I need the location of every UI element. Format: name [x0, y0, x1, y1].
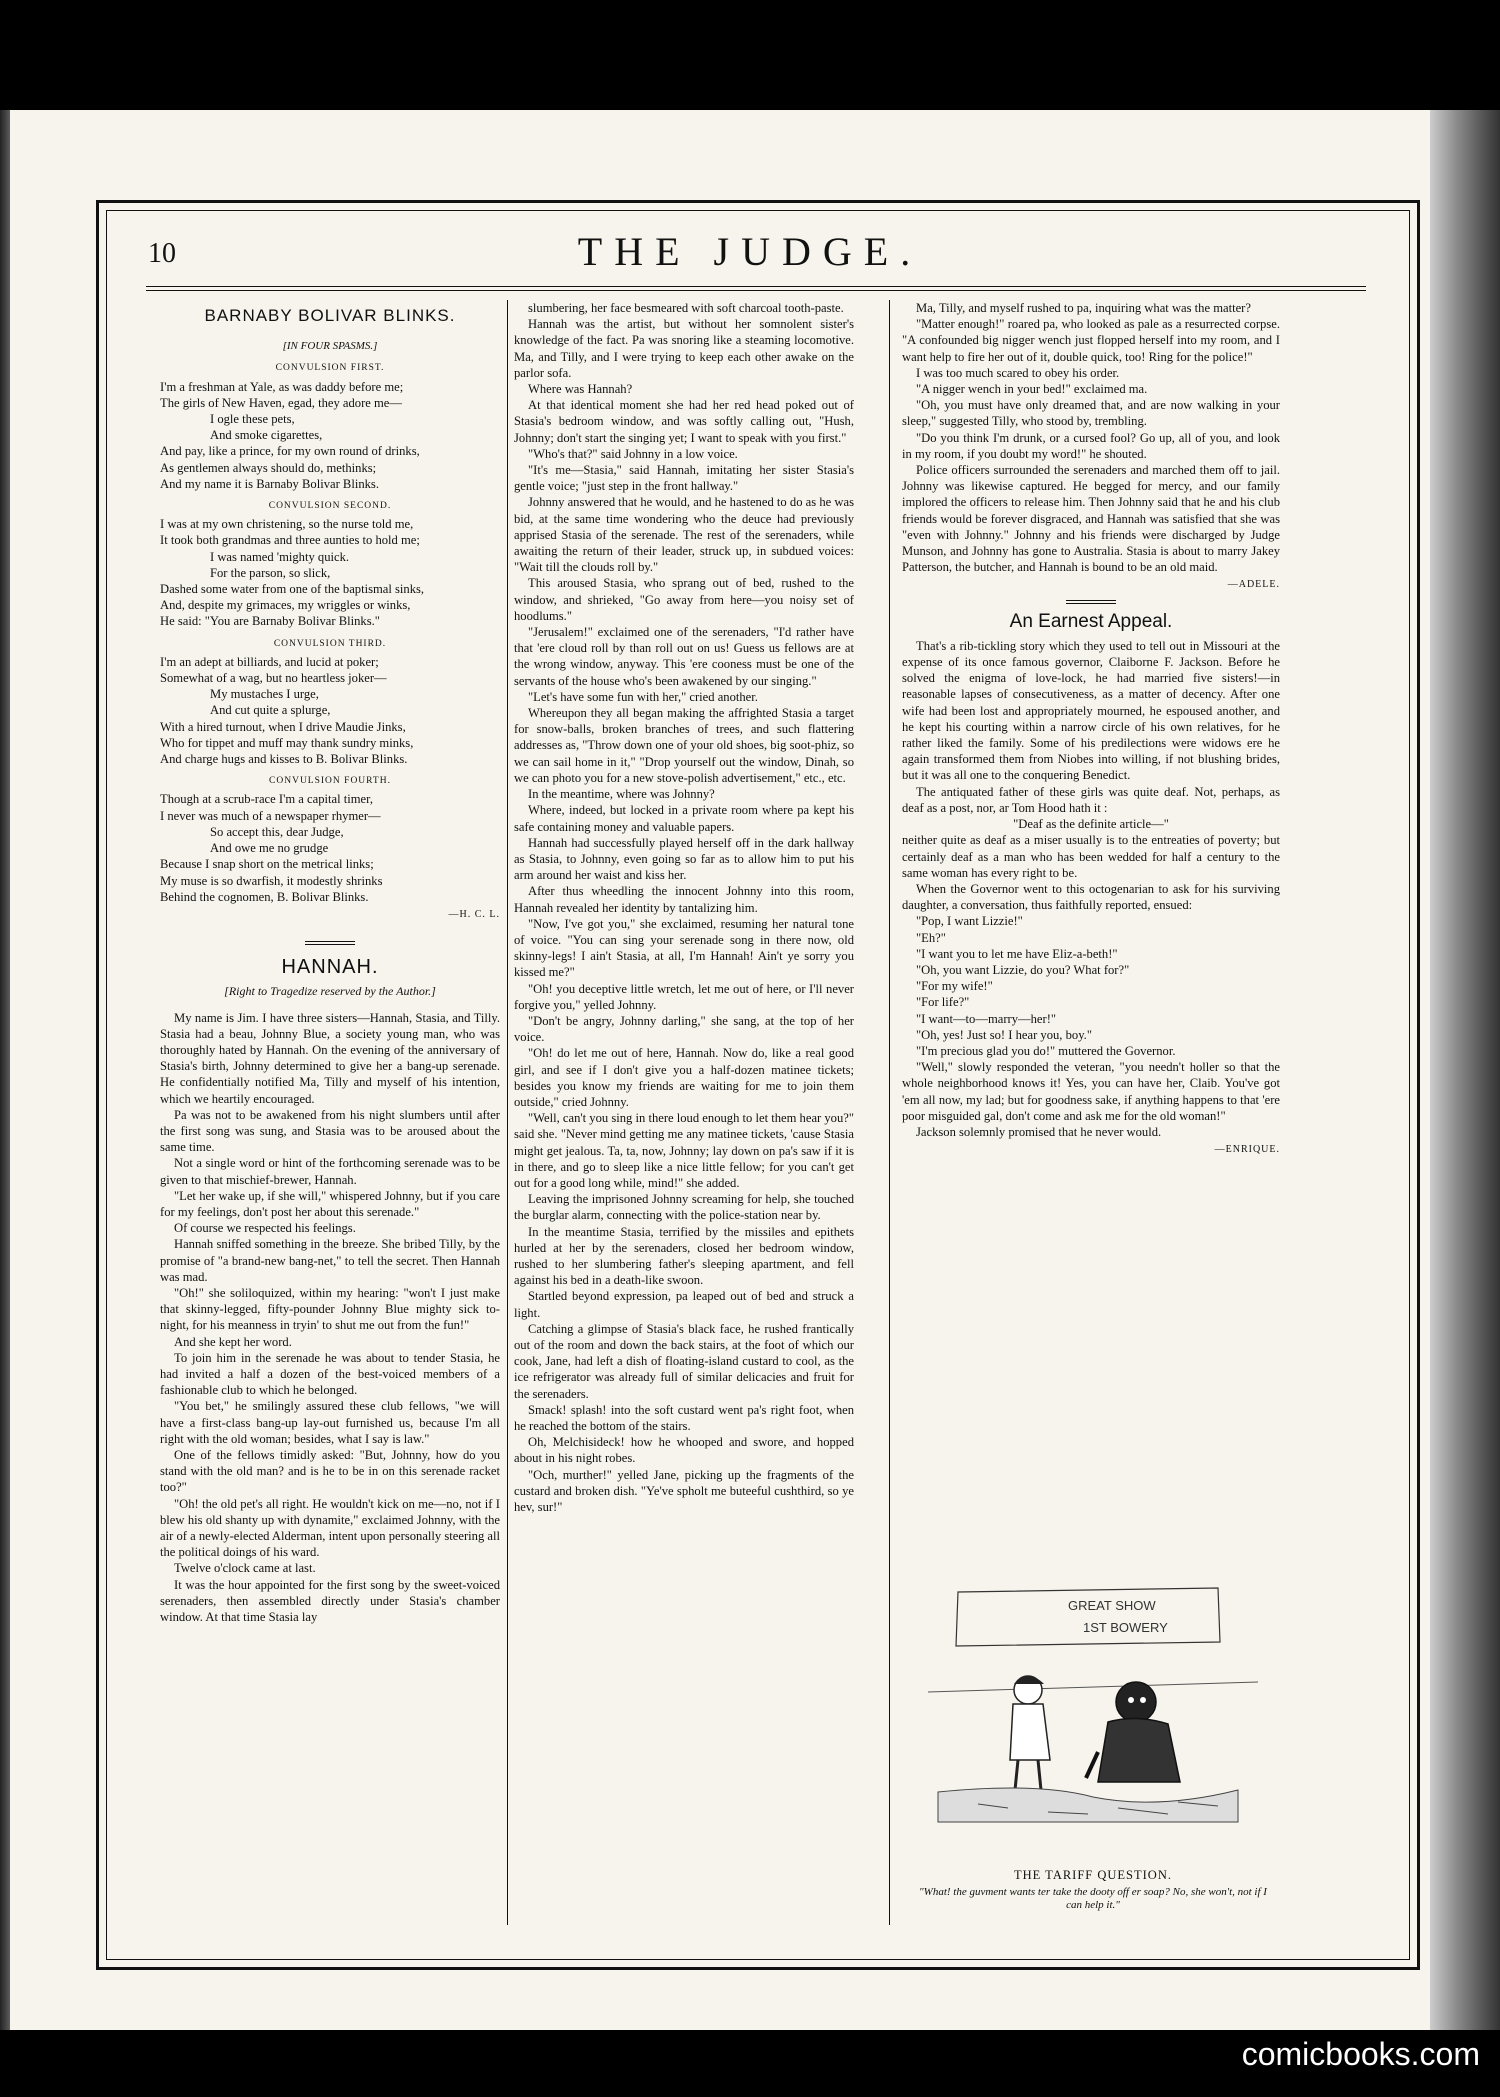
story-paragraph: slumbering, her face besmeared with soft charcoal tooth-paste.	[528, 301, 844, 315]
story-paragraph: "Oh! the old pet's all right. He wouldn't kick on me—no, not if I blew his old shanty up with dynamite," exclaimed Johnny, with the air of a newly-elected Alderman, intent upon personally steering all the political doings of his ward.	[160, 1496, 500, 1560]
story-paragraph: Hannah had successfully played herself off in the dark hallway as Stasia, to Johnny, even going so far as to allow him to put his arm around her waist and kiss her.	[514, 835, 854, 883]
section-separator-2	[1066, 600, 1116, 604]
child-right-eye	[1128, 1697, 1134, 1703]
story-paragraph: Leaving the imprisoned Johnny screaming for help, she touched the burglar alarm, connecting with the police-station near by.	[514, 1192, 854, 1223]
appeal-title: An Earnest Appeal.	[1009, 610, 1173, 632]
column-1	[160, 300, 500, 1625]
poem-line: And smoke cigarettes,	[210, 428, 323, 443]
story-paragraph: "It's me—Stasia," said Hannah, imitating her sister Stasia's gentle voice; "just step in the front hallway."	[514, 463, 854, 494]
poem-line: He said: "You are Barnaby Bolivar Blinks."	[160, 614, 380, 629]
poem-line: Somewhat of a wag, but no heartless joker—	[160, 671, 387, 686]
story-paragraph: Not a single word or hint of the forthcoming serenade was to be given to that mischief-brewer, Hannah.	[160, 1156, 500, 1187]
poem-line: And charge hugs and kisses to B. Bolivar Blinks.	[160, 752, 408, 767]
poem-signature: —H. C. L.	[448, 908, 500, 920]
story-paragraph: Where, indeed, but locked in a private room where pa kept his safe containing money and valuable papers.	[514, 803, 854, 834]
appeal-paragraph: "I want—to—marry—her!"	[916, 1011, 1057, 1026]
story-paragraph: "Oh! you deceptive little wretch, let me out of here, or I'll never forgive you," yelled Johnny.	[514, 981, 854, 1012]
poster-sign-text-2: 1ST BOWERY	[1083, 1620, 1168, 1635]
story-paragraph: It was the hour appointed for the first song by the sweet-voiced serenaders, then assembled directly under Stasia's chamber window. At that time Stasia lay	[160, 1577, 500, 1625]
watermark: comicbooks.com	[1241, 2036, 1480, 2072]
child-right-head	[1116, 1682, 1156, 1722]
poem-line: My muse is so dwarfish, it modestly shrinks	[160, 873, 383, 888]
appeal-paragraph: "Pop, I want Lizzie!"	[916, 914, 1023, 929]
story-paragraph: After thus wheedling the innocent Johnny into this room, Hannah revealed her identity by tantalizing him.	[514, 884, 854, 915]
story-paragraph: "Well, can't you sing in there loud enough to let them hear you?" said she. "Never mind getting me any matinee tickets, 'cause Stasia might get jealous. Ta, ta, now, Johnny; lay down on pa's saw if it is in there, and go to sleep like a nice little fellow; for you can't get out for a good long while, mind!" she added.	[514, 1111, 854, 1190]
poem-line: Behind the cognomen, B. Bolivar Blinks.	[160, 889, 369, 904]
story-paragraph: "Don't be angry, Johnny darling," she sang, at the top of her voice.	[514, 1013, 854, 1045]
poem-body	[160, 360, 500, 905]
story-paragraph: Catching a glimpse of Stasia's black face, he rushed frantically out of the room and down the back stairs, at the foot of which our cook, Jane, had left a dish of floating-island custard to cool, as the ice refrigerator was already full of similar delicacies and fruit for the serenaders.	[514, 1321, 854, 1401]
story-paragraph: Whereupon they all began making the affrighted Stasia a target for snow-balls, broken branches of trees, and such flattering addresses as, "Throw down one of your old shoes, big soot-phiz, so we can sail home in it," "Drop yourself out the window, Dinah, so we can photo you for a new stove-polish advertisement," etc., etc.	[514, 706, 854, 785]
poem-line: And, despite my grimaces, my wriggles or winks,	[160, 598, 411, 613]
story-paragraph: Police officers surrounded the serenaders and marched them off to jail. Johnny was likewise captured. He begged for mercy, and our family implored the officers to release him. Then Johnny said that he and his club friends would be forever disgraced, and Hannah was satisfied that she was "even with Johnny." Johnny and his friends were discharged by Judge Munson, and Johnny has gone to Australia. Stasia is about to marry Jakey Patterson, the butcher, and Hannah is bound to be an old maid.	[902, 463, 1280, 575]
column-divider-1	[507, 300, 508, 1925]
poem-line: I never was much of a newspaper rhymer—	[160, 808, 381, 823]
story-paragraph: Smack! splash! into the soft custard went pa's right foot, when he reached the bottom of the stairs.	[514, 1402, 854, 1434]
story-body-part-1	[160, 1010, 500, 1626]
story-paragraph: Of course we respected his feelings.	[174, 1221, 356, 1236]
appeal-paragraph: "I'm precious glad you do!" muttered the Governor.	[916, 1043, 1176, 1058]
appeal-paragraph: "For my wife!"	[916, 979, 993, 994]
appeal-signature: —ENRIQUE.	[1214, 1144, 1280, 1156]
child-left-coat	[1010, 1704, 1050, 1760]
poem-line: I ogle these pets,	[210, 412, 295, 427]
appeal-paragraph: "Oh, yes! Just so! I hear you, boy."	[916, 1027, 1092, 1042]
story-paragraph: Johnny answered that he would, and he hastened to do as he was bid, at the same time wondering who the deuce had previously apprised Stasia of the serenade. The rest of the serenaders, while awaiting the return of their leader, struck up, in subdued voices: "Wait till the clouds roll by."	[514, 495, 854, 575]
story-body-part-3	[902, 300, 1280, 575]
story-paragraph: Twelve o'clock came at last.	[174, 1561, 316, 1576]
story-paragraph: At that identical moment she had her red head poked out of Stasia's bedroom window, and was softly calling out, "Hush, Johnny; don't start the singing yet; I want to speak with you first."	[514, 398, 854, 445]
cartoon-caption: "What! the guvment wants ter take the dooty off er soap? No, she won't, not if I can help it."	[919, 1886, 1267, 1911]
story-paragraph: "Oh, you must have only dreamed that, and are now walking in your sleep," suggested Tilly, who stood by, trembling.	[902, 398, 1280, 429]
story-paragraph: Where was Hannah?	[528, 382, 633, 397]
masthead-title: THE JUDGE.	[577, 229, 923, 274]
story-paragraph: "Och, murther!" yelled Jane, picking up the fragments of the custard and broken dish. "Ye've spholt me buteeful cushthird, so ye hev, sur!"	[514, 1467, 854, 1515]
poster-sign-text-1: GREAT SHOW	[1068, 1598, 1156, 1613]
appeal-paragraph: neither quite as deaf as a miser usually is to the entreaties of poverty; but certainly deaf as a man who has been wedded for half a century to the same woman has every right to be.	[902, 833, 1280, 880]
story-paragraph: "A nigger wench in your bed!" exclaimed ma.	[916, 382, 1148, 397]
poem-line: I'm a freshman at Yale, as was daddy before me;	[160, 379, 404, 394]
story-signature: —ADELE.	[1227, 579, 1280, 591]
story-paragraph: In the meantime Stasia, terrified by the missiles and epithets hurled at her by the serenaders, closed her bedroom window, rushed to her slumbering father's sleeping apartment, and fell against his bed in a death-like swoon.	[514, 1224, 854, 1288]
poem-line: And cut quite a splurge,	[210, 703, 331, 718]
page-number: 10	[148, 238, 176, 269]
poem-line: It took both grandmas and three aunties to hold me;	[160, 533, 420, 548]
appeal-paragraph: That's a rib-tickling story which they used to tell out in Missouri at the expense of its once famous governor, Claiborne F. Jackson. Before he solved the enigma of love-lock, he had married five sisters!—in reasonable lapses of consecutiveness, as a matter of decency. After one wife had been lost and appropriately mourned, he espoused another, and he kept his courting within a narrow circle of his own relatives, for he rather liked the family. Some of his predilections were widows ere he again transformed them from Niobes into willing, if not blushing brides, but it was all one to the conquering Benedict.	[902, 638, 1280, 783]
poem-line: With a hired turnout, when I drive Maudie Jinks,	[160, 719, 406, 734]
story-paragraph: "Who's that?" said Johnny in a low voice.	[528, 446, 738, 461]
poem-subtitle: [IN FOUR SPASMS.]	[282, 340, 378, 353]
poem-line: My mustaches I urge,	[210, 687, 319, 702]
story-paragraph: "Oh! do let me out of here, Hannah. Now do, like a real good girl, and see if I don't give you a half-dozen matinee tickets; besides you know my friends are waiting for me to join them outside," cried Johnny.	[514, 1046, 854, 1109]
story-paragraph: I was too much scared to obey his order.	[916, 365, 1120, 380]
poem-line: For the parson, so slick,	[210, 565, 331, 580]
story-title: HANNAH.	[281, 956, 379, 979]
appeal-paragraph: "Well," slowly responded the veteran, "you needn't holler so that the whole neighborhood knows it! Yes, you can have her, Claib. You've got 'em all now, my lad; but for goodness sake, if anything happens to that 'ere poor misguided gal, don't come and ask me for the old woman!"	[902, 1060, 1280, 1123]
poem-title: BARNABY BOLIVAR BLINKS.	[204, 306, 456, 325]
story-paragraph: And she kept her word.	[174, 1334, 292, 1349]
poem-line: I was named 'mighty quick.	[210, 549, 350, 564]
poem-line: Because I snap short on the metrical links;	[160, 857, 374, 872]
story-paragraph: One of the fellows timidly asked: "But, Johnny, how do you stand with the old man? and is he to be in on this serenade racket too?"	[160, 1448, 500, 1495]
appeal-paragraph: "For life?"	[916, 995, 970, 1010]
appeal-paragraph: "I want you to let me have Eliz-a-beth!"	[916, 946, 1118, 961]
story-paragraph: "Let her wake up, if she will," whispered Johnny, but if you care for my feelings, don't post her about this serenade."	[160, 1188, 500, 1219]
poem-line: I was at my own christening, so the nurse told me,	[160, 517, 414, 532]
poem-line: Dashed some water from one of the baptismal sinks,	[160, 582, 425, 597]
story-paragraph: "Now, I've got you," she exclaimed, resuming her natural tone of voice. "You can sing your serenade song in there now, old skinny-legs! I ain't Stasia, at all, I'm Hannah! Ain't ye sorry you kissed me?"	[514, 916, 854, 980]
story-paragraph: Pa was not to be awakened from his night slumbers until after the first song was sung, and Stasia was to be aroused about the same time.	[160, 1107, 500, 1155]
tariff-cartoon-illustration	[918, 1582, 1268, 1850]
column-2	[514, 300, 854, 1515]
story-paragraph: This aroused Stasia, who sprang out of bed, rushed to the window, and shrieked, "Go away from here—you noisy set of hoodlums."	[514, 576, 854, 623]
story-paragraph: "Let's have some fun with her," cried another.	[528, 689, 758, 704]
story-paragraph: Hannah sniffed something in the breeze. She bribed Tilly, by the promise of "a brand-new bang-net," to tell the secret. Then Hannah was mad.	[160, 1237, 500, 1284]
poem-section-heading: CONVULSION FOURTH.	[269, 776, 391, 787]
section-separator	[305, 941, 355, 945]
poem-line: Who for tippet and muff may thank sundry minks,	[160, 735, 414, 750]
story-paragraph: "Jerusalem!" exclaimed one of the serenaders, "I'd rather have that 'ere cloud roll by than roll out on us! Guess us fellows are at the wrong window, anyway. This 'ere cooness must be one of the servants of the house who's been awakened by our singing."	[514, 625, 854, 688]
story-paragraph: "Do you think I'm drunk, or a cursed fool? Go up, all of you, and look in my room, if you doubt my word!" he shouted.	[902, 430, 1280, 461]
column-divider-2	[889, 300, 890, 1925]
poem-line: As gentlemen always should do, methinks;	[160, 460, 377, 475]
appeal-body	[902, 638, 1280, 1140]
poem-line: I'm an adept at billiards, and lucid at poker;	[160, 654, 379, 669]
appeal-paragraph: The antiquated father of these girls was quite deaf. Not, perhaps, as deaf as a post, nor, ar Tom Hood hath it :	[902, 784, 1280, 815]
masthead-rule	[146, 286, 1366, 291]
poem-line: And pay, like a prince, for my own round of drinks,	[160, 444, 420, 459]
appeal-paragraph: Jackson solemnly promised that he never would.	[916, 1124, 1162, 1139]
poem-line: Though at a scrub-race I'm a capital timer,	[160, 792, 373, 807]
story-paragraph: Hannah was the artist, but without her somnolent sister's knowledge of the fact. Pa was snoring like a steaming locomotive. Ma, and Tilly, and I were trying to keep each other awake on the parlor sofa.	[514, 317, 854, 380]
poem-section-heading: CONVULSION THIRD.	[273, 638, 387, 649]
story-paragraph: "Oh!" she soliloquized, within my hearing: "won't I just make that skinny-legged, fifty-pounder Johnny Blue mighty sick to-night, for his meanness in tryin' to shut me out from the fun!"	[160, 1285, 500, 1333]
story-body-part-2	[514, 300, 854, 1515]
appeal-paragraph: "Oh, you want Lizzie, do you? What for?"	[916, 962, 1130, 977]
poem-line: And owe me no grudge	[210, 841, 329, 856]
child-right-eye-2	[1140, 1697, 1146, 1703]
page-edge-shadow	[1430, 110, 1500, 2030]
story-paragraph: In the meantime, where was Johnny?	[528, 787, 715, 802]
poem-line: The girls of New Haven, egad, they adore me—	[160, 395, 402, 410]
story-paragraph: Startled beyond expression, pa leaped out of bed and struck a light.	[514, 1289, 854, 1320]
appeal-paragraph: When the Governor went to this octogenarian to ask for his surviving daughter, a conversation, thus faithfully reported, ensued:	[902, 881, 1280, 913]
child-right-body	[1098, 1718, 1180, 1782]
cartoon-title: THE TARIFF QUESTION.	[1013, 1868, 1172, 1882]
poem-line: And my name it is Barnaby Bolivar Blinks.	[160, 476, 379, 491]
story-paragraph: To join him in the serenade he was about to tender Stasia, he had invited a half a dozen of the best-voiced members of a fashionable club to which he belonged.	[160, 1350, 500, 1398]
story-paragraph: My name is Jim. I have three sisters—Hannah, Stasia, and Tilly. Stasia had a beau, Johnny Blue, a society young man, who was thoroughly hated by Hannah. On the evening of the anniversary of Stasia's birth, Johnny determined to give her a bang-up serenade. He confidentially notified Ma, Tilly and myself of his intention, which we heartily encouraged.	[160, 1010, 500, 1106]
story-paragraph: "You bet," he smilingly assured these club fellows, "we will have a first-class bang-up lay-out furnished us, because I'm all right with the old woman; besides, what I say is law."	[160, 1399, 500, 1446]
story-paragraph: "Matter enough!" roared pa, who looked as pale as a resurrected corpse. "A confounded big nigger wench just flopped herself into my room, and I want help to fire her out of it, double quick, too! Ring for the police!"	[902, 317, 1280, 364]
poem-section-heading: CONVULSION FIRST.	[275, 363, 385, 374]
story-subtitle: [Right to Tragedize reserved by the Author.]	[224, 984, 436, 999]
poem-section-heading: CONVULSION SECOND.	[268, 501, 392, 512]
appeal-quote: "Deaf as the definite article—"	[1013, 817, 1169, 832]
column-3	[902, 300, 1280, 1158]
appeal-paragraph: "Eh?"	[916, 930, 946, 945]
poem-line: So accept this, dear Judge,	[210, 824, 344, 839]
story-paragraph: Ma, Tilly, and myself rushed to pa, inquiring what was the matter?	[916, 301, 1251, 315]
story-paragraph: Oh, Melchisideck! how he whooped and swore, and hopped about in his night robes.	[514, 1435, 854, 1466]
